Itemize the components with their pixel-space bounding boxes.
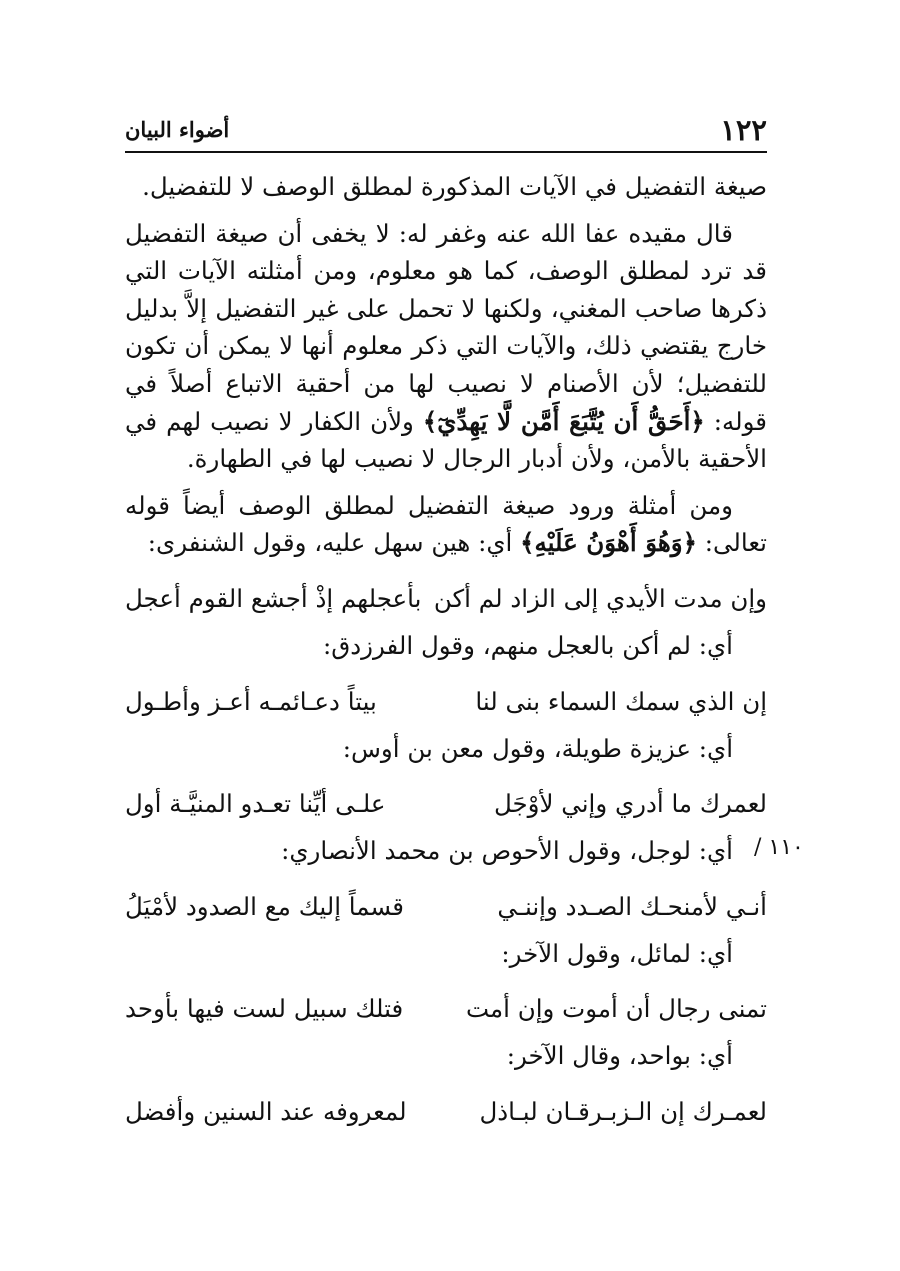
verse-second-hemistich: لمعروفه عند السنين وأفضل — [125, 1096, 407, 1126]
paragraph — [125, 215, 767, 478]
poetry-verse — [125, 888, 767, 925]
verse-first-hemistich: لعمرك ما أدري وإني لأوْجَل — [493, 789, 767, 819]
paragraph — [125, 487, 767, 562]
quran-quote: ﴿وَهُوَ أَهْوَنُ عَلَيْهِ﴾ — [520, 528, 697, 558]
verse-gloss: أي: عزيزة طويلة، وقول معن بن أوس: — [342, 733, 733, 763]
verse-gloss: أي: لم أكن بالعجل منهم، وقول الفرزدق: — [322, 630, 733, 660]
header-divider — [125, 151, 767, 153]
margin-page-reference: ١١٠ / — [754, 835, 804, 860]
running-title: أضواء البيان — [125, 117, 230, 142]
verse-second-hemistich: قسماً إليك مع الصدود لأمْيَلُ — [125, 891, 404, 921]
paragraph-text: أي: هين سهل عليه، وقول الشنفرى: — [147, 528, 513, 558]
poetry-verse — [125, 785, 767, 822]
verse-second-hemistich: بأعجلهم إذْ أجشع القوم أعجل — [125, 583, 422, 613]
verse-first-hemistich: إن الذي سمك السماء بنى لنا — [475, 686, 767, 716]
quran-quote: ﴿أَحَقُّ أَن يُتَّبَعَ أَمَّن لَّا يَهِدِّيٓ﴾ — [422, 406, 705, 436]
verse-gloss: أي: لمائل، وقول الآخر: — [501, 938, 733, 968]
verse-second-hemistich: فتلك سبيل لست فيها بأوحد — [125, 994, 404, 1024]
paragraph-text: ولأن الكفار لا نصيب لهم في الأحقية بالأمن، ولأن أدبار الرجال لا نصيب لها في الطهارة. — [125, 406, 767, 474]
verse-gloss: أي: بواحد، وقال الآخر: — [506, 1041, 733, 1071]
paragraph — [125, 168, 767, 206]
verse-first-hemistich: لعمـرك إن الـزبـرقـان لبـاذل — [479, 1096, 767, 1126]
verse-first-hemistich: وإن مدت الأيدي إلى الزاد لم أكن — [433, 583, 767, 613]
verse-gloss: أي: لوجل، وقول الأحوص بن محمد الأنصاري: — [281, 836, 733, 866]
verse-first-hemistich: أنـي لأمنحـك الصـدد وإننـي — [497, 891, 767, 921]
poetry-verse — [125, 580, 767, 617]
page-header — [125, 110, 767, 150]
page-body — [125, 168, 767, 1140]
page-number: ١٢٢ — [720, 113, 767, 147]
poetry-verse — [125, 1093, 767, 1130]
verse-first-hemistich: تمنى رجال أن أموت وإن أمت — [465, 994, 767, 1024]
paragraph-text: قال مقيده عفا الله عنه وغفر له: لا يخفى أن صيغة التفضيل قد ترد لمطلق الوصف، كما هو معلوم، ومن أمثلته الآيات التي ذكرها صاحب المغني، ولكنها لا تحمل على غير التفضيل إلاَّ بدليل خارج يقتضي ذلك، والآيات التي ذكر معلوم أنها لا يمكن أن تكون للتفضيل؛ لأن الأصنام لا نصيب لها من أحقية الاتباع أصلاً في قوله: — [125, 218, 768, 436]
verse-second-hemistich: علـى أيِّنا تعـدو المنيَّـة أول — [125, 789, 386, 819]
poetry-verse — [125, 990, 767, 1027]
paragraph-text: صيغة التفضيل في الآيات المذكورة لمطلق الوصف لا للتفضيل. — [142, 172, 767, 201]
poetry-verse — [125, 683, 767, 720]
verse-second-hemistich: بيتاً دعـائمـه أعـز وأطـول — [125, 686, 377, 716]
paragraph-text: ومن أمثلة ورود صيغة التفضيل لمطلق الوصف أيضاً قوله تعالى: — [125, 490, 767, 558]
